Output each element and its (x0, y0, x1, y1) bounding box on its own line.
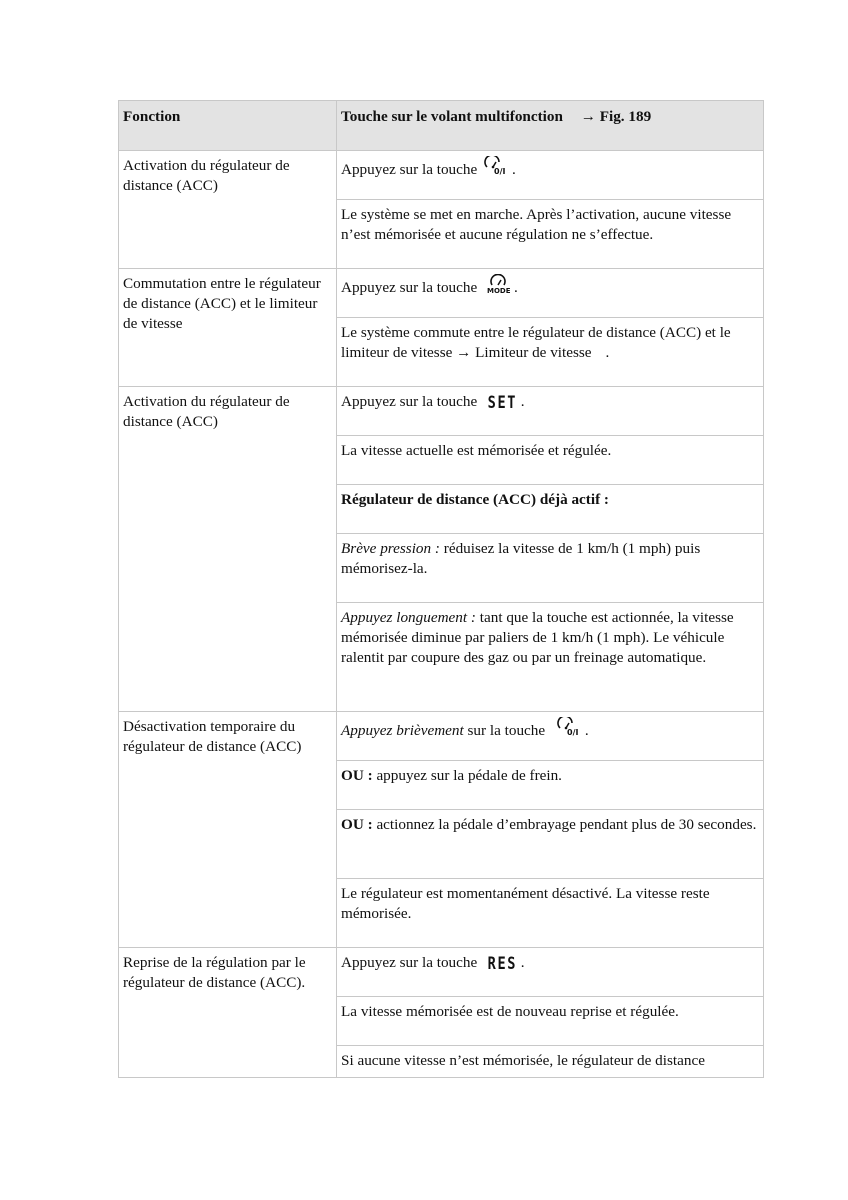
description-cell: Le système se met en marche. Après l’activation, aucune vitesse n’est mémorisée et aucune régulation ne s’effectue. (337, 200, 764, 269)
svg-text:MODE: MODE (487, 287, 511, 294)
speedo-on-off-icon (557, 717, 585, 743)
speedo-mode-icon (484, 274, 514, 300)
key-cell: Appuyez brièvement sur la touche 0/I . (337, 712, 764, 761)
function-cell: Activation du régulateur de distance (ACC) (119, 151, 337, 269)
table-row (119, 387, 764, 436)
svg-text:0/I: 0/I (566, 728, 579, 737)
speedo-on-off-icon (484, 156, 512, 182)
description-cell: Si aucune vitesse n’est mémorisée, le régulateur de distance (337, 1046, 764, 1078)
function-cell: Reprise de la régulation par le régulateur de distance (ACC). (119, 948, 337, 1078)
key-cell: Appuyez sur la touche MODE . (337, 269, 764, 318)
description-cell: OU : appuyez sur la pédale de frein. (337, 761, 764, 810)
description-cell: Le régulateur est momentanément désactivé. La vitesse reste mémorisée. (337, 879, 764, 948)
svg-text:0/I: 0/I (494, 167, 506, 176)
table-header-row (119, 101, 764, 151)
description-cell: Le système commute entre le régulateur de distance (ACC) et le limiteur de vitesse → Limiteur de vitesse . (337, 318, 764, 387)
description-cell: Appuyez longuement : tant que la touche est actionnée, la vitesse mémorisée diminue par paliers de 1 km/h (1 mph). Le véhicule ralentit par coupure des gaz ou par un freinage automatique. (337, 603, 764, 712)
key-cell: Appuyez sur la touche RES . (337, 948, 764, 997)
res-key-icon: RES (487, 954, 518, 974)
table-row (119, 948, 764, 997)
header-key: Touche sur le volant multifonction → Fig. 189 (337, 101, 764, 151)
key-cell: Appuyez sur la touche SET . (337, 387, 764, 436)
description-cell: OU : actionnez la pédale d’embrayage pendant plus de 30 secondes. (337, 810, 764, 879)
header-function: Fonction (119, 101, 337, 151)
table-row (119, 269, 764, 318)
table-row (119, 151, 764, 200)
function-cell: Désactivation temporaire du régulateur de distance (ACC) (119, 712, 337, 948)
figure-reference: → Fig. 189 (580, 108, 652, 125)
key-cell: Appuyez sur la touche 0/I . (337, 151, 764, 200)
description-cell: Brève pression : réduisez la vitesse de 1 km/h (1 mph) puis mémorisez-la. (337, 534, 764, 603)
description-cell: La vitesse mémorisée est de nouveau reprise et régulée. (337, 997, 764, 1046)
function-cell: Activation du régulateur de distance (ACC) (119, 387, 337, 712)
function-table (118, 100, 764, 1078)
set-key-icon: SET (487, 393, 518, 413)
description-cell: Régulateur de distance (ACC) déjà actif : (337, 485, 764, 534)
cross-reference-link[interactable]: → Limiteur de vitesse (456, 344, 592, 361)
description-cell: La vitesse actuelle est mémorisée et régulée. (337, 436, 764, 485)
function-cell: Commutation entre le régulateur de distance (ACC) et le limiteur de vitesse (119, 269, 337, 387)
table-row (119, 712, 764, 761)
